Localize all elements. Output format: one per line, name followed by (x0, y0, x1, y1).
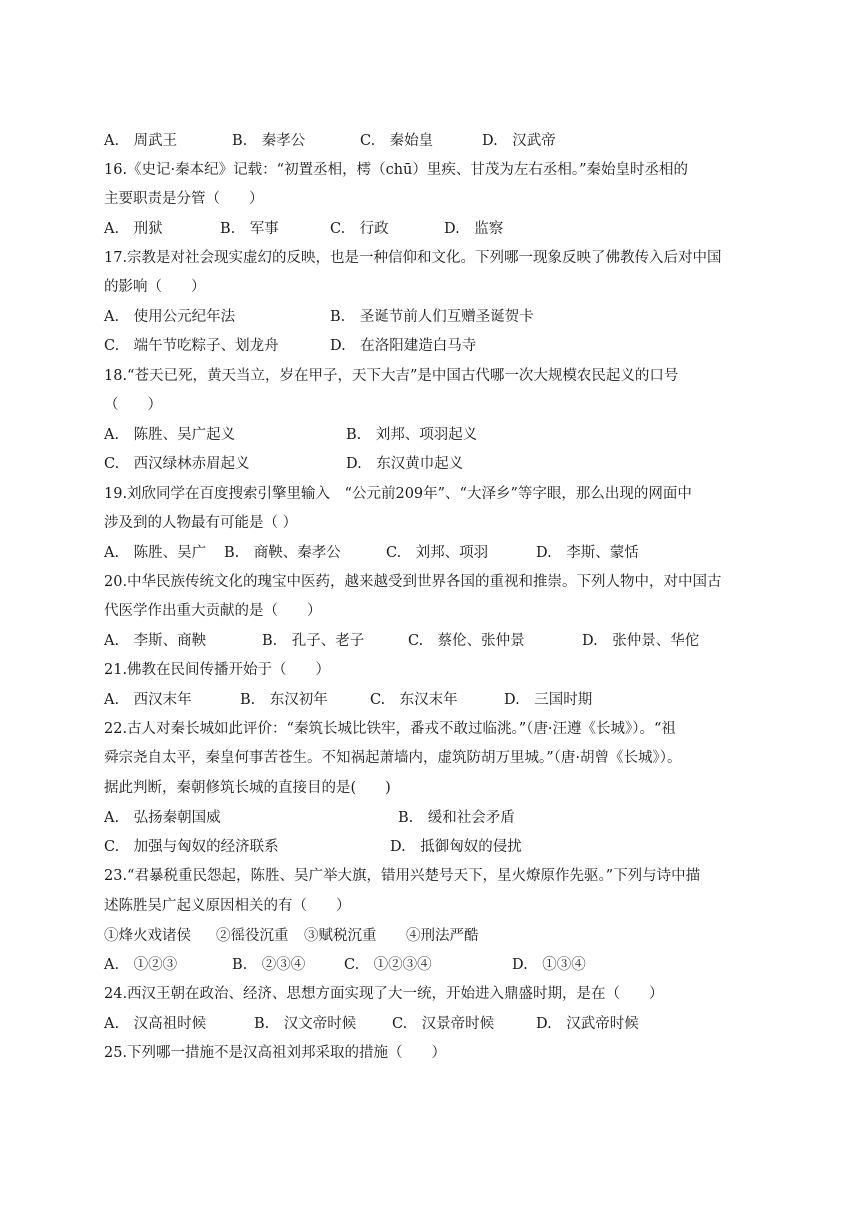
q20-stem-line-2: 代医学作出重大贡献的是（ ） (104, 603, 322, 619)
option-a: A. 汉高祖时候 (104, 1016, 207, 1032)
q22-stem-line-1: 22.古人对秦长城如此评价：“秦筑长城比铁牢，番戎不敢过临洮。”（唐·汪遵《长城》）。“祖 (104, 721, 676, 737)
q19-stem-line-1: 19.刘欣同学在百度搜索引擎里输入 “公元前209年”、“大泽乡”等字眼，那么出现的网面中 (104, 486, 692, 502)
option-c: C. 西汉绿林赤眉起义 (104, 456, 250, 472)
option-c: C. 行政 (330, 221, 389, 237)
q18-stem-line-2: （ ） (104, 397, 162, 413)
q17-stem-line-2: 的影响（ ） (104, 279, 206, 295)
option-a: A. 弘扬秦朝国威 (104, 810, 221, 826)
q19-stem-line-2: 涉及到的人物最有可能是（ ） (104, 515, 298, 531)
option-a: A. 西汉末年 (104, 692, 192, 708)
option-d: D. 在洛阳建造白马寺 (330, 338, 477, 354)
q24-stem-line-1: 24.西汉王朝在政治、经济、思想方面实现了大一统，开始进入鼎盛时期，是在（ ） (104, 986, 664, 1002)
option-b: B. 东汉初年 (240, 692, 328, 708)
option-c: C. 东汉末年 (370, 692, 458, 708)
option-c: C. 加强与匈奴的经济联系 (104, 839, 279, 855)
option-a: A. ①②③ (104, 957, 178, 973)
option-c: C. 端午节吃粽子、划龙舟 (104, 338, 279, 354)
option-c: C. 汉景帝时候 (392, 1016, 495, 1032)
option-c: C. 刘邦、项羽 (386, 545, 489, 561)
option-a: A. 陈胜、吴广起义 (104, 427, 236, 443)
item-2: ②徭役沉重 (216, 928, 289, 944)
option-c: C. ①②③④ (344, 957, 432, 973)
option-a: A. 刑狱 (104, 221, 163, 237)
option-b: B. 秦孝公 (232, 133, 306, 149)
option-b: B. 刘邦、项羽起义 (346, 427, 478, 443)
option-d: D. 抵御匈奴的侵扰 (390, 839, 522, 855)
q16-stem-line-1: 16.《史记·秦本纪》记载：“初置丞相，樗（chū）里疾、甘茂为左右丞相。”秦始皇时丞相的 (104, 162, 689, 178)
q22-stem-line-2: 舜宗尧自太平，秦皇何事苦苍生。不知祸起萧墙内，虚筑防胡万里城。”（唐·胡曾《长城》）。 (104, 750, 682, 766)
q25-stem-line-1: 25.下列哪一措施不是汉高祖刘邦采取的措施（ ） (104, 1045, 447, 1061)
option-c: C. 蔡伦、张仲景 (408, 633, 525, 649)
item-3: ③赋税沉重 (304, 928, 377, 944)
option-b: B. 商鞅、秦孝公 (224, 545, 341, 561)
option-d: D. 汉武帝时候 (536, 1016, 639, 1032)
q23-stem-line-1: 23.“君暴税重民怨起，陈胜、吴广举大旗，错用兴楚号天下，星火燎原作先驱。”下列与诗中描 (104, 868, 701, 884)
option-d: D. 李斯、蒙恬 (536, 545, 639, 561)
q20-stem-line-1: 20.中华民族传统文化的瑰宝中医药，越来越受到世界各国的重视和推崇。下列人物中，对中国古 (104, 574, 722, 590)
option-d: D. 三国时期 (504, 692, 593, 708)
option-d: D. 东汉黄巾起义 (346, 456, 464, 472)
option-c: C. 秦始皇 (360, 133, 434, 149)
option-a: A. 陈胜、吴广 (104, 545, 207, 561)
option-d: D. 监察 (444, 221, 504, 237)
q22-stem-line-3: 据此判断，秦朝修筑长城的直接目的是( ) (104, 780, 391, 796)
q21-stem-line-1: 21.佛教在民间传播开始于（ ） (104, 662, 331, 678)
option-d: D. 张仲景、华佗 (582, 633, 700, 649)
q17-stem-line-1: 17.宗教是对社会现实虚幻的反映，也是一种信仰和文化。下列哪一现象反映了佛教传入后对中国 (104, 250, 722, 266)
option-a: A. 李斯、商鞅 (104, 633, 207, 649)
option-b: B. 军事 (220, 221, 279, 237)
item-1: ①烽火戏诸侯 (104, 928, 191, 944)
option-d: D. ①③④ (512, 957, 586, 973)
option-a: A. 周武王 (104, 133, 178, 149)
option-b: B. 汉文帝时候 (254, 1016, 357, 1032)
q18-stem-line-1: 18.“苍天已死，黄天当立，岁在甲子，天下大吉”是中国古代哪一次大规模农民起义的口号 (104, 368, 679, 384)
option-b: B. ②③④ (232, 957, 306, 973)
option-b: B. 圣诞节前人们互赠圣诞贺卡 (330, 309, 534, 325)
option-b: B. 缓和社会矛盾 (398, 810, 515, 826)
option-b: B. 孔子、老子 (262, 633, 365, 649)
q23-stem-line-2: 述陈胜吴广起义原因相关的有（ ） (104, 898, 351, 914)
option-d: D. 汉武帝 (482, 133, 556, 149)
q16-stem-line-2: 主要职责是分管（ ） (104, 191, 264, 207)
option-a: A. 使用公元纪年法 (104, 309, 236, 325)
item-4: ④刑法严酷 (406, 928, 479, 944)
